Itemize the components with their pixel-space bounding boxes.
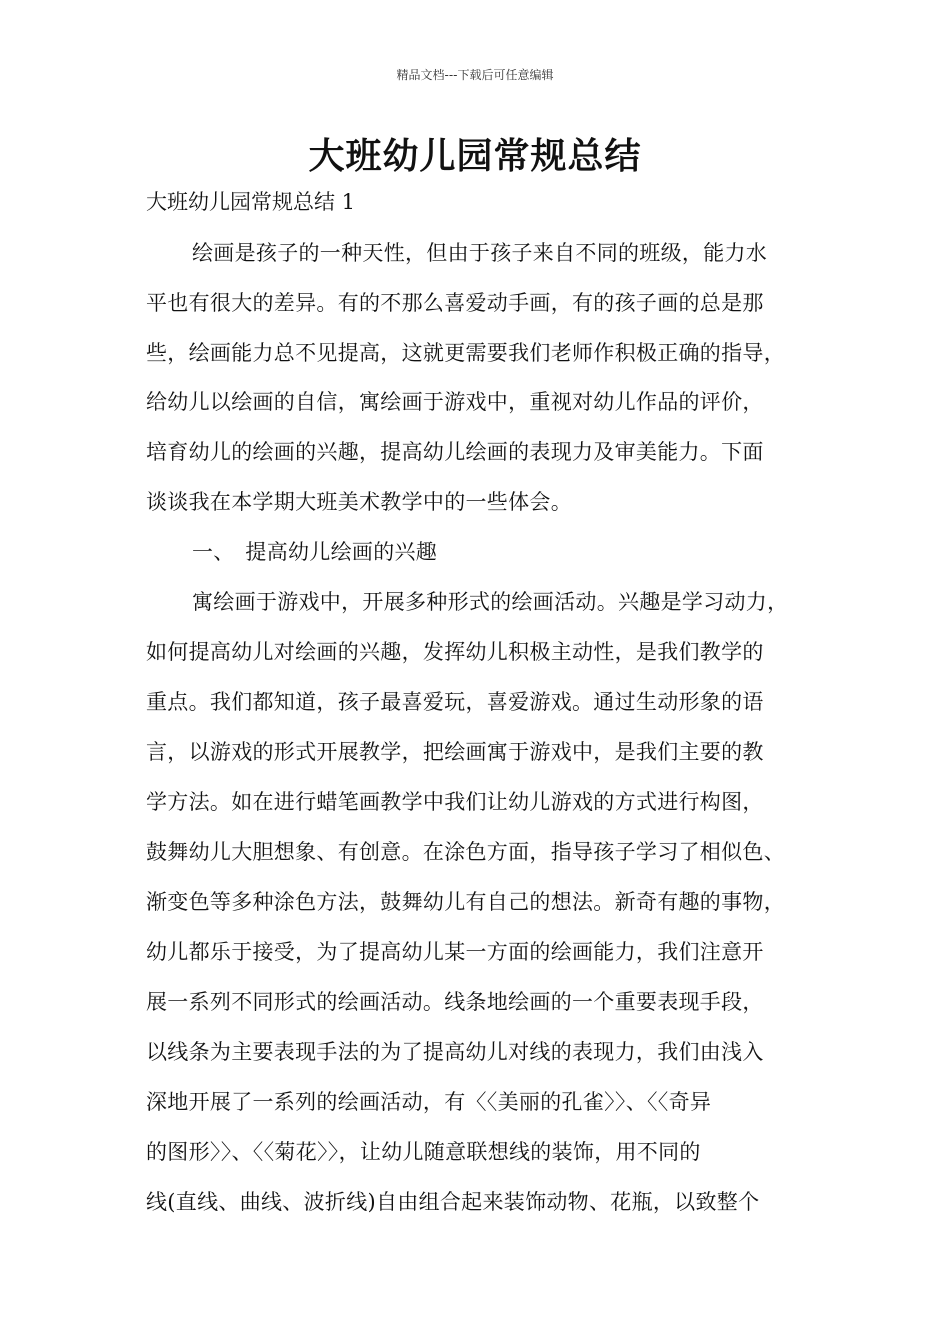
header-note: 精品文档---下载后可任意编辑: [396, 68, 554, 82]
paragraph-line: 绘画是孩子的一种天性，但由于孩子来自不同的班级，能力水: [192, 241, 768, 265]
paragraph-line: 平也有很大的差异。有的不那么喜爱动手画，有的孩子画的总是那: [146, 291, 764, 315]
document-title: 大班幼儿园常规总结: [308, 136, 642, 177]
paragraph-line: 线(直线、曲线、波折线)自由组合起来装饰动物、花瓶，以致整个: [146, 1190, 760, 1214]
paragraph-line: 以线条为主要表现手法的为了提高幼儿对线的表现力，我们由浅入: [146, 1040, 764, 1064]
section-subtitle: 大班幼儿园常规总结 1: [146, 190, 356, 214]
paragraph-line: 幼儿都乐于接受，为了提高幼儿某一方面的绘画能力，我们注意开: [146, 940, 764, 964]
paragraph-line: 深地开展了一系列的绘画活动，有〈〈美丽的孔雀〉〉、〈〈奇异: [146, 1090, 712, 1114]
paragraph-line: 学方法。如在进行蜡笔画教学中我们让幼儿游戏的方式进行构图，: [146, 790, 764, 814]
paragraph-line: 重点。我们都知道，孩子最喜爱玩，喜爱游戏。通过生动形象的语: [146, 690, 764, 714]
paragraph-line: 谈谈我在本学期大班美术教学中的一些体会。: [146, 490, 572, 514]
paragraph-line: 如何提高幼儿对绘画的兴趣，发挥幼儿积极主动性，是我们教学的: [146, 640, 764, 664]
paragraph-line: 的图形〉〉、〈〈菊花〉〉，让幼儿随意联想线的装饰，用不同的: [146, 1140, 701, 1164]
paragraph-line: 培育幼儿的绘画的兴趣，提高幼儿绘画的表现力及审美能力。下面: [146, 440, 764, 464]
paragraph-line: 鼓舞幼儿大胆想象、有创意。在涂色方面，指导孩子学习了相似色、: [146, 840, 785, 864]
section-heading: 一、 提高幼儿绘画的兴趣: [192, 540, 438, 564]
paragraph-line: 渐变色等多种涂色方法，鼓舞幼儿有自己的想法。新奇有趣的事物，: [146, 890, 785, 914]
paragraph-line: 寓绘画于游戏中，开展多种形式的绘画活动。兴趣是学习动力，: [192, 590, 789, 614]
paragraph-line: 给幼儿以绘画的自信，寓绘画于游戏中，重视对幼儿作品的评价，: [146, 390, 764, 414]
paragraph-line: 言，以游戏的形式开展教学，把绘画寓于游戏中，是我们主要的教: [146, 740, 764, 764]
paragraph-line: 展一系列不同形式的绘画活动。线条地绘画的一个重要表现手段，: [146, 990, 764, 1014]
paragraph-line: 些，绘画能力总不见提高，这就更需要我们老师作积极正确的指导，: [146, 341, 785, 365]
